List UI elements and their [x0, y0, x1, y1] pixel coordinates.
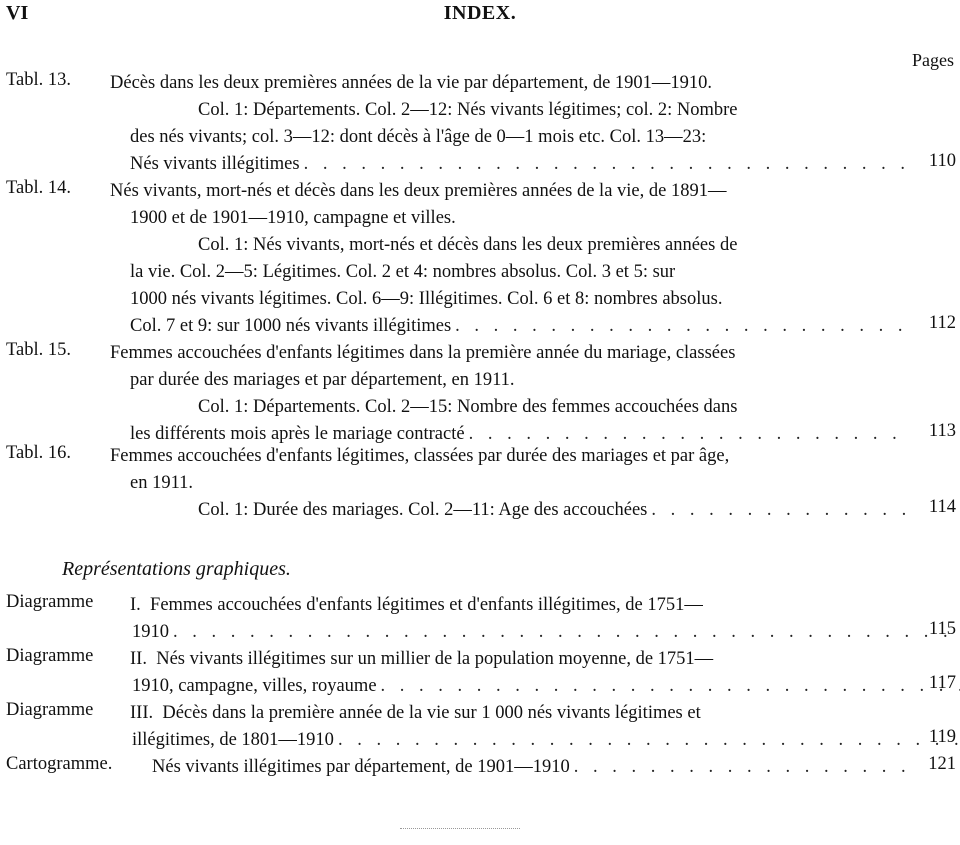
- graphic-line-text: illégitimes, de 1801—1910: [132, 730, 334, 750]
- entry-line-leader: [110, 151, 910, 178]
- entry-line-leader: [110, 497, 910, 524]
- dot-leader: [574, 754, 910, 781]
- graphic-number: II.: [130, 649, 147, 669]
- entry-line: par durée des mariages et par département, en 1911.: [130, 370, 515, 390]
- section-title: Représentations graphiques.: [62, 558, 291, 580]
- page-reference[interactable]: 110: [928, 151, 956, 171]
- dot-leader: [381, 673, 960, 700]
- graphic-line-text: Nés vivants illégitimes par département, de 1901—1910: [152, 757, 570, 777]
- entry-line: Décès dans les deux premières années de la vie par département, de 1901—1910.: [110, 73, 713, 93]
- table-label: Tabl. 14.: [6, 178, 71, 198]
- page-reference[interactable]: 114: [928, 497, 956, 517]
- graphic-text: [130, 646, 910, 700]
- page-reference[interactable]: 117: [928, 673, 956, 693]
- graphic-text: [152, 754, 910, 781]
- entry-line: la vie. Col. 2—5: Légitimes. Col. 2 et 4: nombres absolus. Col. 3 et 5: sur: [130, 262, 676, 282]
- graphic-line-leader: [130, 727, 910, 754]
- entry-line-leader: [110, 313, 910, 340]
- entry-line: 1900 et de 1901—1910, campagne et villes.: [130, 208, 456, 228]
- graphic-number: I.: [130, 595, 141, 615]
- entry-line-text: Col. 1: Durée des mariages. Col. 2—11: Age des accouchées: [198, 500, 648, 520]
- page-title: INDEX.: [443, 2, 517, 24]
- pages-column-label: Pages: [912, 50, 954, 70]
- graphic-text: [130, 700, 910, 754]
- graphic-label: Cartogramme.: [6, 754, 113, 774]
- page-reference[interactable]: 115: [928, 619, 956, 639]
- entry-line: Col. 1: Nés vivants, mort-nés et décès dans les deux premières années de: [198, 235, 738, 255]
- graphic-line-leader: [130, 619, 910, 646]
- print-specks: [400, 828, 520, 831]
- dot-leader: [455, 313, 910, 340]
- graphic-line-leader: [152, 754, 910, 781]
- graphic-line: [130, 700, 910, 727]
- entry-line: Nés vivants, mort-nés et décès dans les deux premières années de la vie, de 1891—: [110, 181, 727, 201]
- graphic-line: [130, 592, 910, 619]
- graphic-line-text: 1910, campagne, villes, royaume: [132, 676, 377, 696]
- entry-line-text: Nés vivants illégitimes: [130, 154, 300, 174]
- dot-leader: [338, 727, 960, 754]
- page-number-roman: VI: [6, 2, 29, 24]
- entry-line: Col. 1: Départements. Col. 2—12: Nés vivants légitimes; col. 2: Nombre: [198, 100, 738, 120]
- entry-line: Col. 1: Départements. Col. 2—15: Nombre des femmes accouchées dans: [198, 397, 738, 417]
- entry-line: des nés vivants; col. 3—12: dont décès à l'âge de 0—1 mois etc. Col. 13—23:: [130, 127, 707, 147]
- entry-text: [110, 70, 910, 178]
- page-reference[interactable]: 113: [928, 421, 956, 441]
- dot-leader: [304, 151, 910, 178]
- entry-line-text: les différents mois après le mariage contracté: [130, 424, 465, 444]
- graphic-label: Diagramme: [6, 646, 94, 666]
- graphic-line: [130, 646, 910, 673]
- graphic-line-text: 1910: [132, 622, 169, 642]
- page-reference[interactable]: 121: [928, 754, 956, 774]
- page-reference[interactable]: 112: [928, 313, 956, 333]
- entry-line: Femmes accouchées d'enfants légitimes dans la première année du mariage, classées: [110, 343, 736, 363]
- entry-text: [110, 340, 910, 448]
- graphic-number: III.: [130, 703, 154, 723]
- graphic-label: Diagramme: [6, 592, 94, 612]
- graphic-line-text: Nés vivants illégitimes sur un millier de la population moyenne, de 1751—: [156, 649, 714, 669]
- page-reference[interactable]: 119: [928, 727, 956, 747]
- table-label: Tabl. 16.: [6, 443, 71, 463]
- dot-leader: [173, 619, 960, 646]
- graphic-line-text: Décès dans la première année de la vie sur 1 000 nés vivants légitimes et: [162, 703, 701, 723]
- entry-line: 1000 nés vivants légitimes. Col. 6—9: Illégitimes. Col. 6 et 8: nombres absolus.: [130, 289, 723, 309]
- graphic-label: Diagramme: [6, 700, 94, 720]
- entry-line-text: Col. 7 et 9: sur 1000 nés vivants illégitimes: [130, 316, 452, 336]
- graphic-text: [130, 592, 910, 646]
- graphic-line-text: Femmes accouchées d'enfants légitimes et d'enfants illégitimes, de 1751—: [150, 595, 703, 615]
- entry-text: [110, 178, 910, 340]
- entry-line: Femmes accouchées d'enfants légitimes, classées par durée des mariages et par âge,: [110, 446, 730, 466]
- entry-line: en 1911.: [130, 473, 194, 493]
- dot-leader: [651, 497, 910, 524]
- entry-text: [110, 443, 910, 524]
- graphic-line-leader: [130, 673, 910, 700]
- table-label: Tabl. 15.: [6, 340, 71, 360]
- table-label: Tabl. 13.: [6, 70, 71, 90]
